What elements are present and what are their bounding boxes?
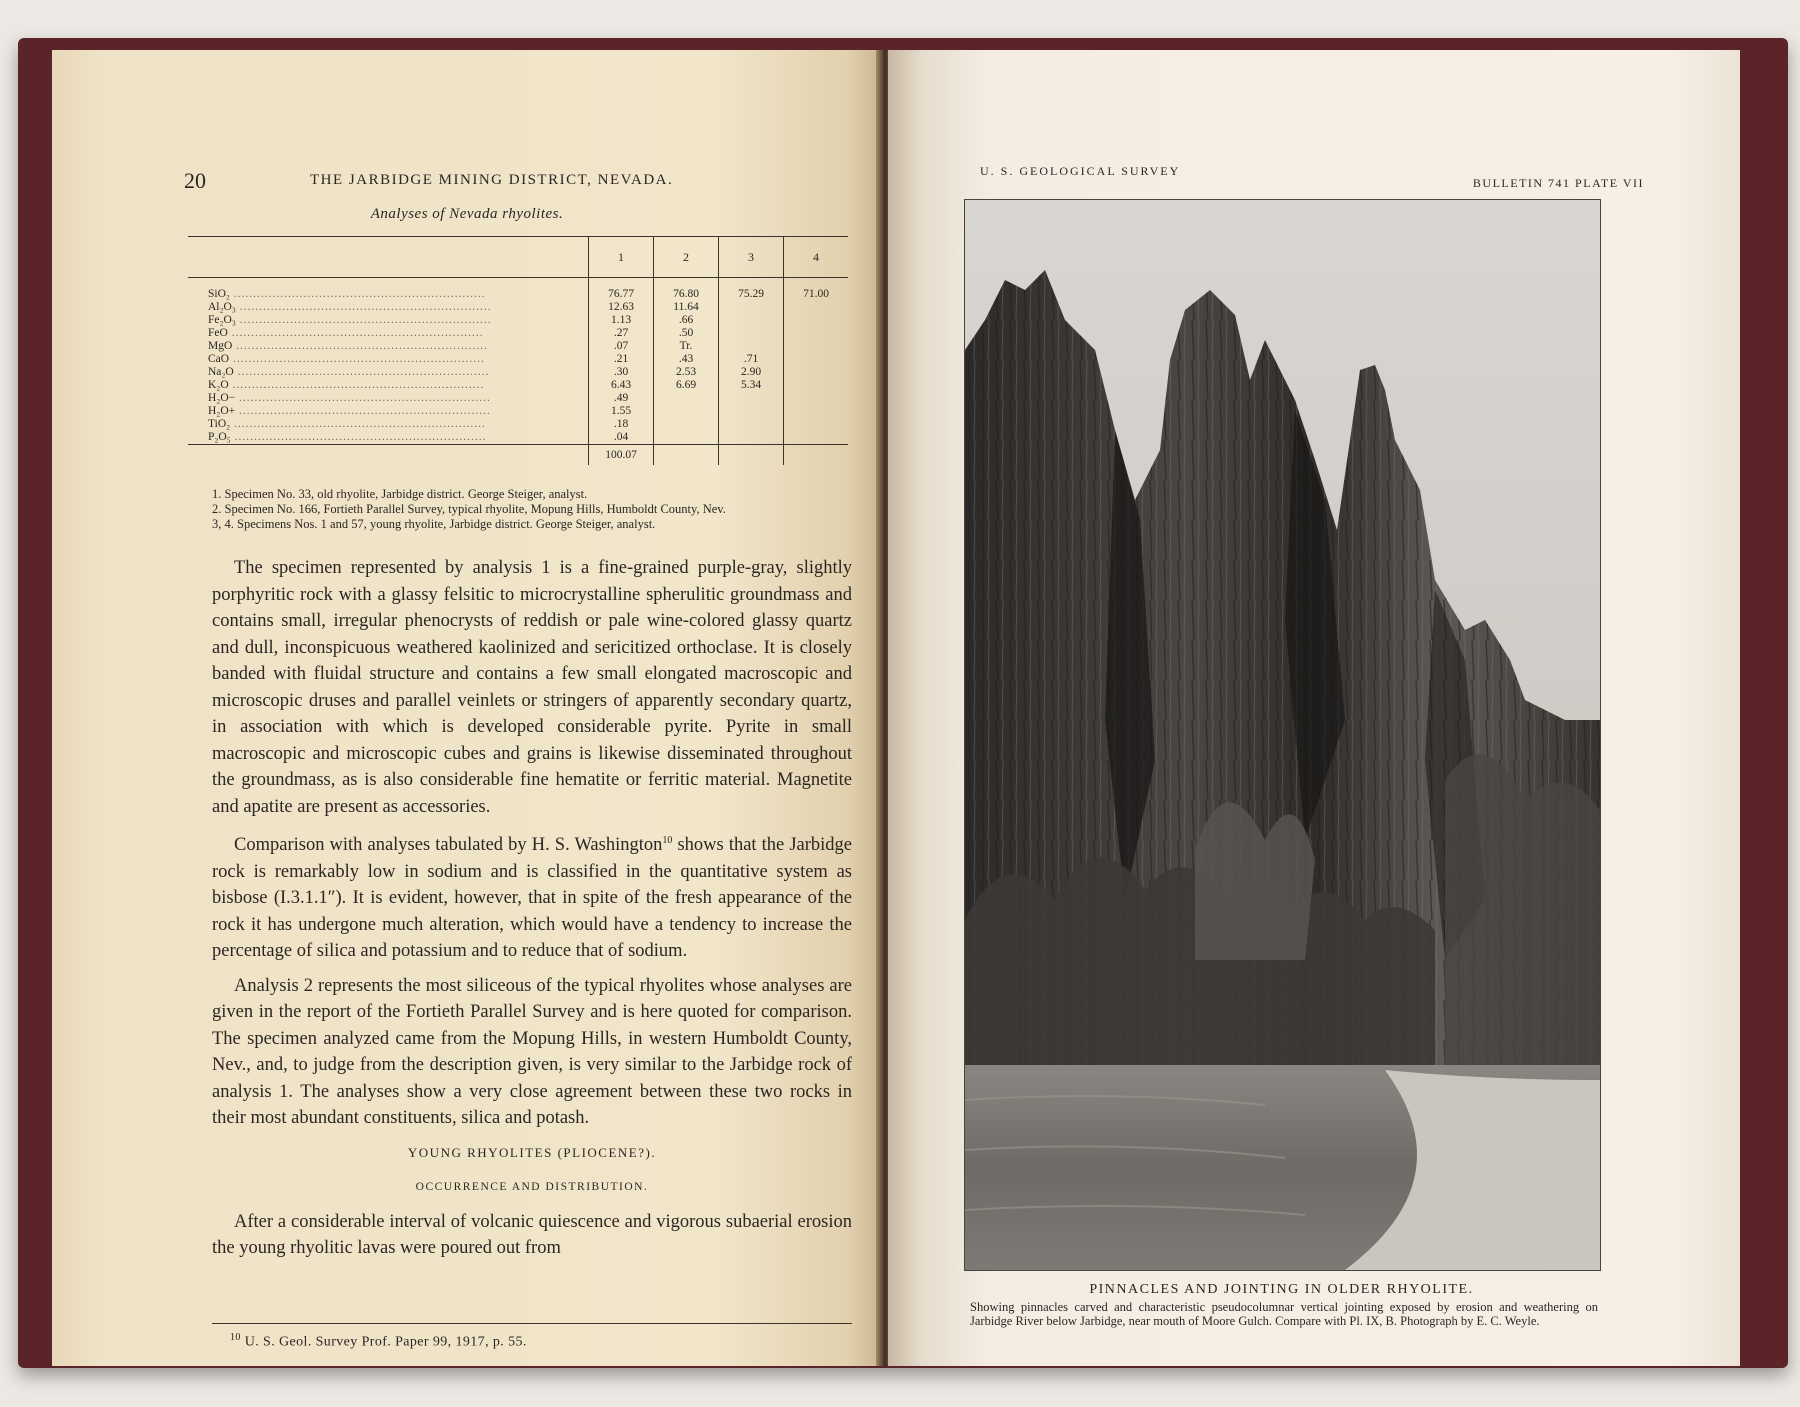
leader-dots: ................................................................. (229, 353, 485, 365)
running-head-title: THE JARBIDGE MINING DISTRICT, NEVADA. (310, 172, 674, 188)
table-header: 3 (719, 237, 784, 278)
analysis-table (188, 236, 848, 465)
table-row (188, 278, 848, 302)
oxide-cell: FeO ................................................................. (208, 327, 484, 339)
value-cell: 71.00 (784, 278, 849, 302)
value-cell (784, 366, 849, 379)
oxide-cell: SiO₂ ................................................................. (208, 288, 486, 300)
leader-dots: ................................................................. (233, 366, 490, 378)
leader-dots: ................................................................. (229, 288, 486, 300)
value-cell: .07 (589, 340, 654, 353)
right-page (888, 50, 1740, 1366)
paragraph: Comparison with analyses tabulated by H. S. Washington$^{10}$ shows that the Jarbidge rock is remarkably low in sodium and is classified in the quantitative system as bisbose (I.3.1.1″). It is evident, however, that in spite of the fresh appearance of the rock it has undergone much alteration, which would have a tendency to increase the percentage of silica and potassium and to reduce that of sodium. (212, 835, 852, 962)
value-cell: .66 (654, 314, 719, 327)
right-running-head-right: BULLETIN 741 PLATE VII (1472, 176, 1644, 190)
value-cell (719, 314, 784, 327)
left-page (52, 50, 882, 1366)
value-cell (654, 431, 719, 445)
oxide-cell: K₂O ................................................................. (208, 379, 485, 391)
table-total-row (188, 445, 848, 466)
leader-dots: ................................................................. (227, 327, 484, 339)
value-cell (784, 431, 849, 445)
page-number: 20 (184, 168, 206, 193)
plate-title: PINNACLES AND JOINTING IN OLDER RHYOLITE. (1089, 1282, 1474, 1297)
oxide-cell: MgO ................................................................. (208, 340, 489, 352)
value-cell: .71 (719, 353, 784, 366)
table-header: 2 (654, 237, 719, 278)
left-running-head (52, 168, 882, 198)
value-cell (719, 392, 784, 405)
value-cell: .30 (589, 366, 654, 379)
value-cell (719, 340, 784, 353)
value-cell: .21 (589, 353, 654, 366)
value-cell (784, 314, 849, 327)
table-notes (212, 487, 852, 532)
oxide-cell: Fe₂O₃ ................................................................. (208, 314, 492, 326)
paragraph: After a considerable interval of volcanic quiescence and vigorous subaerial erosion the young rhyolitic lavas were poured out from (212, 1211, 852, 1259)
leader-dots: ................................................................. (235, 392, 491, 404)
table-row (188, 366, 848, 379)
value-cell (784, 327, 849, 340)
rhyolite-pinnacles-photo (965, 200, 1600, 1270)
value-cell: .50 (654, 327, 719, 340)
leader-dots: ................................................................. (228, 379, 485, 391)
table-row (188, 405, 848, 418)
section-heading: YOUNG RHYOLITES (PLIOCENE?). (407, 1144, 657, 1160)
value-cell: .27 (589, 327, 654, 340)
value-cell (784, 379, 849, 392)
oxide-cell: H₂O+ ................................................................. (208, 405, 491, 417)
value-cell (719, 418, 784, 431)
value-cell: 11.64 (654, 301, 719, 314)
body-text (212, 555, 852, 1270)
table-row (188, 327, 848, 340)
oxide-cell: Al₂O₃ ................................................................. (208, 301, 492, 313)
value-cell (719, 301, 784, 314)
value-cell (784, 405, 849, 418)
value-cell: 6.43 (589, 379, 654, 392)
value-cell: Tr. (654, 340, 719, 353)
value-cell (719, 431, 784, 445)
footnote-mark: 10 (230, 1332, 241, 1343)
value-cell: 76.80 (654, 278, 719, 302)
value-cell: 12.63 (589, 301, 654, 314)
table-row (188, 418, 848, 431)
oxide-cell: P₂O₅ ................................................................. (208, 431, 487, 443)
value-cell: 5.34 (719, 379, 784, 392)
plate-caption: Showing pinnacles carved and characteristic pseudocolumnar vertical jointing exposed by erosion and weathering on Jarbidge River below Jarbidge, near mouth of Moore Gulch. Compare with Pl. IX, B. Photograph by E. C. Weyle. (970, 1300, 1598, 1328)
value-cell (654, 405, 719, 418)
subsection-heading: OCCURRENCE AND DISTRIBUTION. (415, 1181, 649, 1194)
value-cell: .04 (589, 431, 654, 445)
value-cell (784, 392, 849, 405)
leader-dots: ................................................................. (235, 301, 492, 313)
value-cell (654, 418, 719, 431)
paragraph: Analysis 2 represents the most siliceous of the typical rhyolites whose analyses are given in the report of the Fortieth Parallel Survey and is here quoted for comparison. The specimen analyzed came from the Mopung Hills, in western Humboldt County, Nev., and, to judge from the description given, is very similar to the Jarbidge rock of analysis 1. The analyses show a very close agreement between these two rocks in their most abundant constituents, silica and potash. (212, 975, 852, 1129)
footnote: $^{10}$ U. S. Geol. Survey Prof. Paper 99, 1917, p. 55. (230, 1332, 527, 1350)
plate-photograph (964, 199, 1601, 1271)
table-row (188, 353, 848, 366)
value-cell: 2.90 (719, 366, 784, 379)
table-body (188, 278, 848, 466)
leader-dots: ................................................................. (235, 405, 491, 417)
table-row (188, 340, 848, 353)
value-cell (654, 392, 719, 405)
leader-dots: ................................................................. (230, 431, 487, 443)
value-cell (784, 340, 849, 353)
value-cell: .49 (589, 392, 654, 405)
table-row (188, 431, 848, 445)
value-cell (719, 405, 784, 418)
table-header-blank (188, 237, 589, 278)
oxide-cell: H₂O− ................................................................. (208, 392, 491, 404)
table-note: 2. Specimen No. 166, Fortieth Parallel Survey, typical rhyolite, Mopung Hills, Humboldt County, Nev. (212, 502, 726, 516)
paragraph: The specimen represented by analysis 1 is a fine-grained purple-gray, slightly porphyritic rock with a glassy felsitic to microcrystalline spherulitic groundmass and contains small, irregular phenocrysts of reddish or pale wine-colored glassy quartz and dull, inconspicuous weathered kaolinized and sericitized orthoclase. It is closely banded with fluidal structure and contains a few small elongated macroscopic and microscopic druses and parallel veinlets or stringers of apparently secondary quartz, in association with which is developed considerable pyrite. Pyrite in small macroscopic and microscopic cubes and grains is likewise disseminated throughout the groundmass, as is also considerable fine hematite or ferritic material. Magnetite and apatite are present as accessories. (212, 558, 852, 817)
table-title: Analyses of Nevada rhyolites. (370, 206, 564, 222)
oxide-cell: Na₂O ................................................................. (208, 366, 490, 378)
table-row (188, 314, 848, 327)
value-cell: .43 (654, 353, 719, 366)
value-cell (784, 418, 849, 431)
table-row (188, 379, 848, 392)
table-row (188, 392, 848, 405)
table-header: 4 (784, 237, 849, 278)
right-running-head-left: U. S. GEOLOGICAL SURVEY (980, 164, 1181, 178)
value-cell: 1.55 (589, 405, 654, 418)
value-cell: 6.69 (654, 379, 719, 392)
value-cell: .18 (589, 418, 654, 431)
leader-dots: ................................................................. (232, 340, 489, 352)
table-header: 1 (589, 237, 654, 278)
footnote-ref[interactable]: 10 (662, 835, 673, 846)
leader-dots: ................................................................. (230, 418, 486, 430)
value-cell (784, 301, 849, 314)
table-note: 3, 4. Specimens Nos. 1 and 57, young rhyolite, Jarbidge district. George Steiger, analyst. (212, 517, 656, 531)
total-cell: 100.07 (589, 445, 654, 466)
value-cell: 76.77 (589, 278, 654, 302)
value-cell: 1.13 (589, 314, 654, 327)
table-note: 1. Specimen No. 33, old rhyolite, Jarbidge district. George Steiger, analyst. (212, 487, 588, 501)
oxide-cell: TiO₂ ................................................................. (208, 418, 486, 430)
oxide-cell: CaO ................................................................. (208, 353, 485, 365)
value-cell: 75.29 (719, 278, 784, 302)
value-cell (784, 353, 849, 366)
value-cell: 2.53 (654, 366, 719, 379)
footnote-rule (212, 1323, 852, 1324)
table-row (188, 301, 848, 314)
leader-dots: ................................................................. (235, 314, 492, 326)
value-cell (719, 327, 784, 340)
